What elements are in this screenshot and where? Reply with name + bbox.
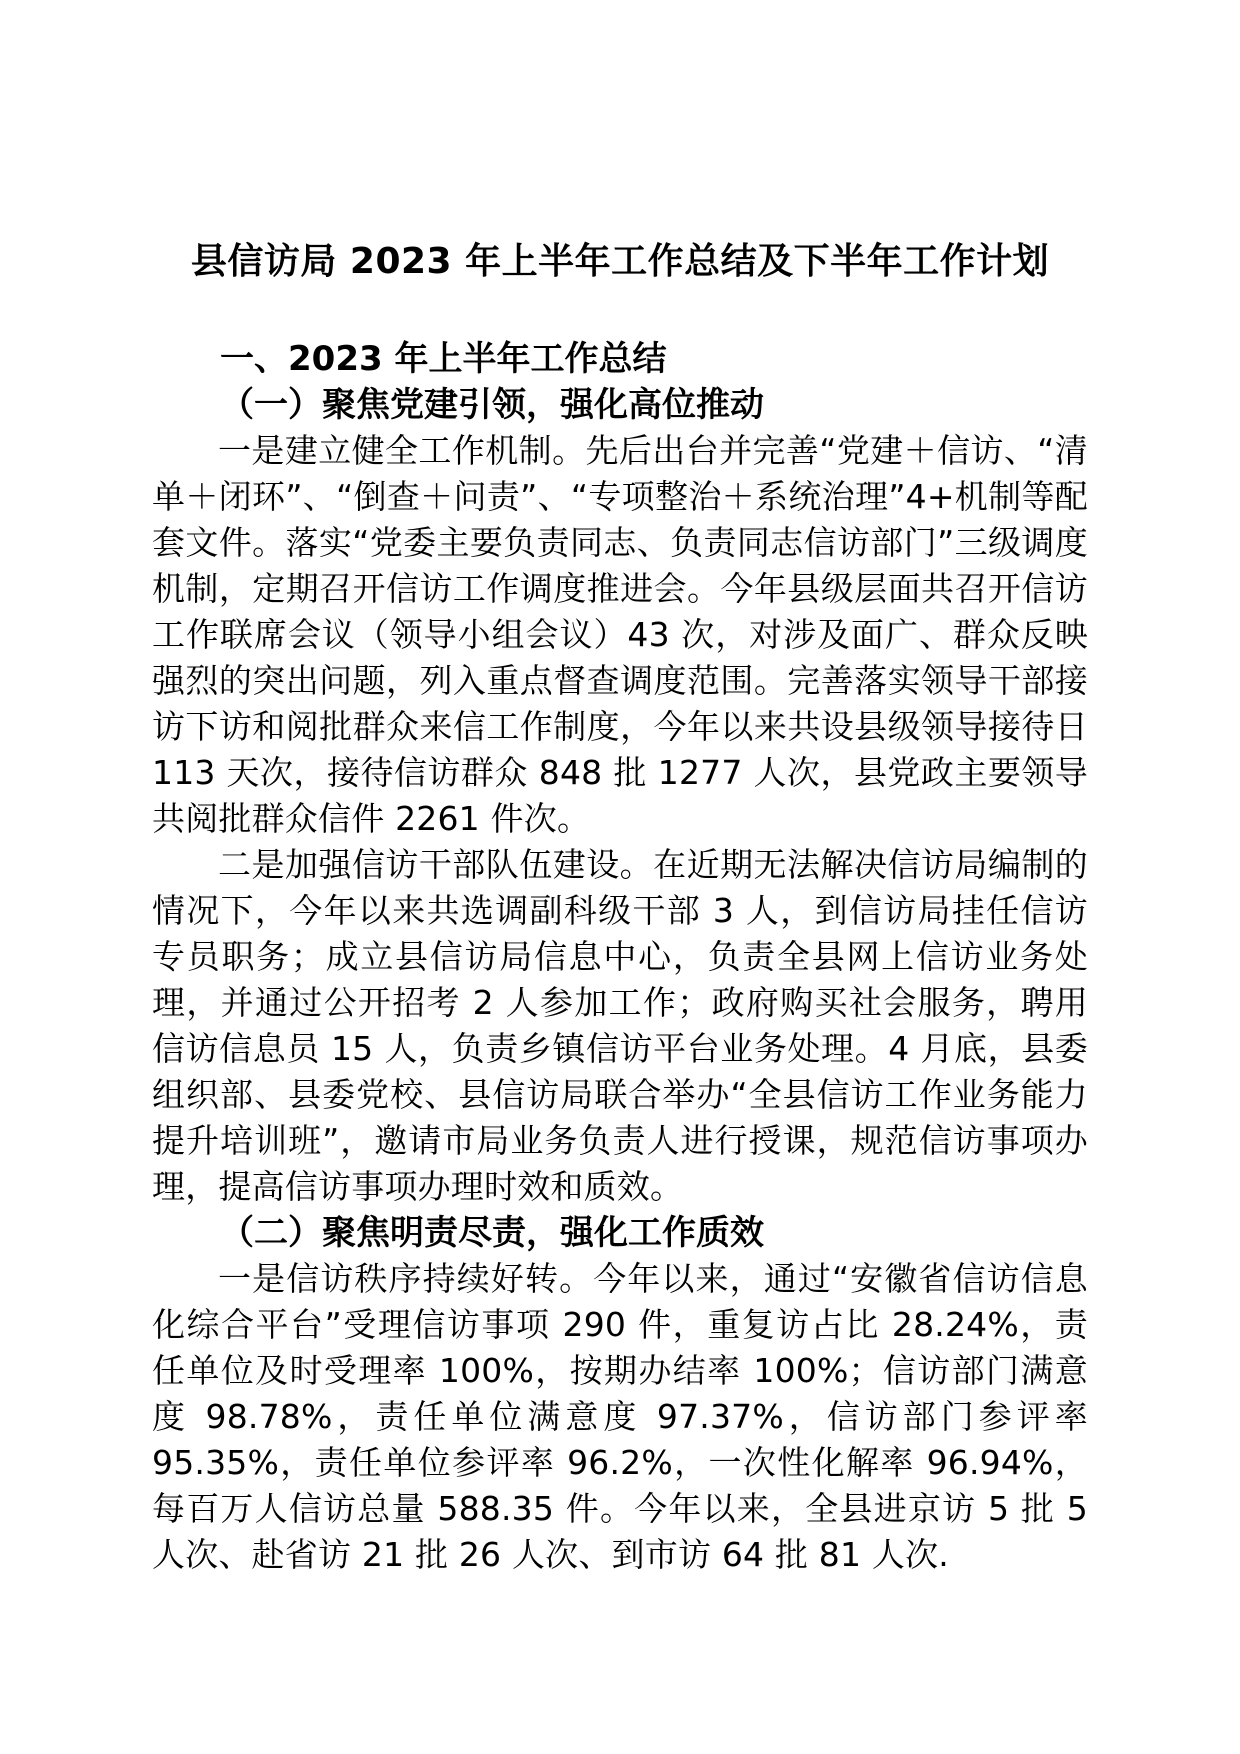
- subsection-heading-responsibility-quality: （二）聚焦明责尽责，强化工作质效: [220, 1213, 764, 1253]
- subsection-heading-party-building: （一）聚焦党建引领，强化高位推动: [220, 385, 764, 425]
- section-heading-first-half-summary: 一、2023 年上半年工作总结: [220, 339, 667, 379]
- paragraph-work-mechanism: 一是建立健全工作机制。先后出台并完善“党建＋信访、“清单＋闭环”、“倒查＋问责”、“专项整治＋系统治理”4+机制等配套文件。落实“党委主要负责同志、负责同志信访部门”三级调度机制，定期召开信访工作调度推进会。今年县级层面共召开信访工作联席会议（领导小组会议）43 次，对涉及面广、群众反映强烈的突出问题，列入重点督查调度范围。完善落实领导干部接访下访和阅批群众来信工作制度，今年以来共设县级领导接待日 113 天次，接待信访群众 848 批 1277 人次，县党政主要领导共阅批群众信件 2261 件次。: [152, 431, 1088, 838]
- paragraph-cadre-team-building: 二是加强信访干部队伍建设。在近期无法解决信访局编制的情况下，今年以来共选调副科级干部 3 人，到信访局挂任信访专员职务；成立县信访局信息中心，负责全县网上信访业务处理，并通过公开招考 2 人参加工作；政府购买社会服务，聘用信访信息员 15 人，负责乡镇信访平台业务处理。4 月底，县委组织部、县委党校、县信访局联合举办“全县信访工作业务能力提升培训班”，邀请市局业务负责人进行授课，规范信访事项办理，提高信访事项办理时效和质效。: [152, 845, 1088, 1206]
- paragraph-petition-order-statistics: 一是信访秩序持续好转。今年以来，通过“安徽省信访信息化综合平台”受理信访事项 290 件，重复访占比 28.24%，责任单位及时受理率 100%，按期办结率 100%；信访部门满意度 98.78%，责任单位满意度 97.37%，信访部门参评率 95.35%，责任单位参评率 96.2%，一次性化解率 96.94%，每百万人信访总量 588.35 件。今年以来，全县进京访 5 批 5 人次、赴省访 21 批 26 人次、到市访 64 批 81 人次.: [152, 1259, 1088, 1574]
- document-title: 县信访局 2023 年上半年工作总结及下半年工作计划: [190, 241, 1050, 282]
